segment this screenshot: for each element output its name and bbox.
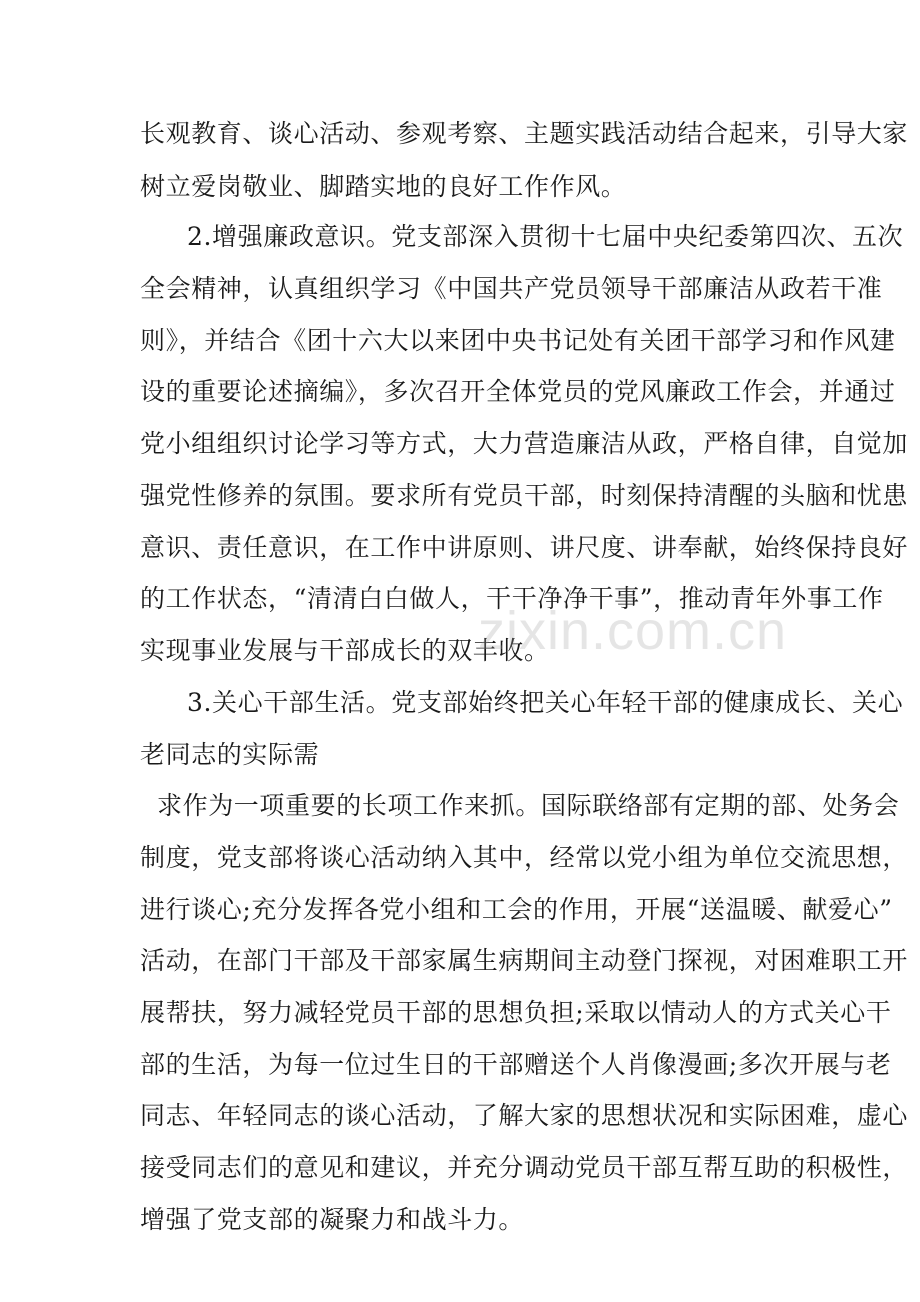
text-line: 的工作状态，“清清白白做人，干干净净干事”，推动青年外事工作 xyxy=(140,584,884,613)
text-line: 全会精神，认真组织学习《中国共产党员领导干部廉洁从政若干准 xyxy=(140,274,883,303)
text-line: 展帮扶，努力减轻党员干部的思想负担;采取以情动人的方式关心干 xyxy=(140,998,892,1027)
text-line: 进行谈心;充分发挥各党小组和工会的作用，开展“送温暖、献爱心” xyxy=(140,895,893,924)
text-line: 增强了党支部的凝聚力和战斗力。 xyxy=(140,1205,525,1234)
text-line: 接受同志们的意见和建议，并充分调动党员干部互帮互助的积极性， xyxy=(140,1153,909,1182)
text-line: 同志、年轻同志的谈心活动，了解大家的思想状况和实际困难，虚心 xyxy=(140,1101,909,1130)
watermark: zixin.com.cn xyxy=(478,601,788,661)
text-line: 强党性修养的氛围。要求所有党员干部，时刻保持清醒的头脑和忧患 xyxy=(140,481,909,510)
text-line: 则》，并结合《团十六大以来团中央书记处有关团干部学习和作风建 xyxy=(140,326,896,355)
paragraph-2-start: 2.增强廉政意识。党支部深入贯彻十七届中央纪委第四次、五次 xyxy=(187,222,904,251)
text-line: 长观教育、谈心活动、参观考察、主题实践活动结合起来，引导大家 xyxy=(140,119,909,148)
text-line: 党小组组织讨论学习等方式，大力营造廉洁从政，严格自律，自觉加 xyxy=(140,429,909,458)
paragraph-3-start: 3.关心干部生活。党支部始终把关心年轻干部的健康成长、关心 xyxy=(187,688,904,717)
text-line: 树立爱岗敬业、脚踏实地的良好工作作风。 xyxy=(140,172,627,201)
text-line: 活动，在部门干部及干部家属生病期间主动登门探视，对困难职工开 xyxy=(140,946,909,975)
text-line: 部的生活，为每一位过生日的干部赠送个人肖像漫画;多次开展与老 xyxy=(140,1050,892,1079)
text-line: 意识、责任意识，在工作中讲原则、讲尺度、讲奉献，始终保持良好 xyxy=(140,533,909,562)
text-line: 设的重要论述摘编》，多次召开全体党员的党风廉政工作会，并通过 xyxy=(140,377,896,406)
text-line: 老同志的实际需 xyxy=(140,740,320,769)
text-line: 制度，党支部将谈心活动纳入其中，经常以党小组为单位交流思想， xyxy=(140,843,909,872)
text-line: 求作为一项重要的长项工作来抓。国际联络部有定期的部、处务会 xyxy=(157,791,900,820)
text-line: 实现事业发展与干部成长的双丰收。 xyxy=(140,636,550,665)
